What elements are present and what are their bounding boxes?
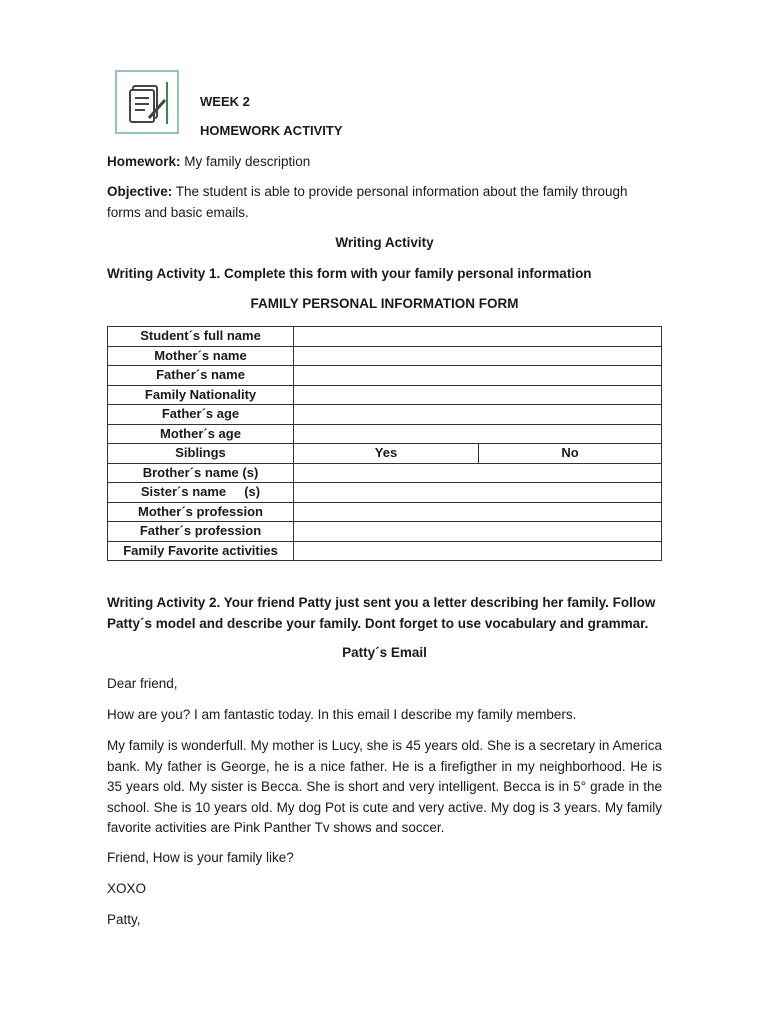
siblings-no-cell[interactable]: No — [479, 444, 662, 464]
objective-text: The student is able to provide personal information about the family through forms and basic emails. — [107, 184, 628, 220]
notepad-pen-icon — [115, 70, 179, 134]
form-row-label: Mother´s name — [108, 346, 294, 366]
form-row-label: Siblings — [108, 444, 294, 464]
homework-line — [107, 152, 662, 173]
writing-activity-title: Writing Activity — [335, 235, 434, 250]
form-field[interactable] — [294, 366, 662, 386]
form-field[interactable] — [294, 541, 662, 561]
email-question: Friend, How is your family like? — [107, 850, 294, 865]
form-field[interactable] — [294, 405, 662, 425]
form-field[interactable] — [294, 502, 662, 522]
form-row — [108, 405, 662, 425]
form-field[interactable] — [294, 483, 662, 503]
form-row-label: Family Nationality — [108, 385, 294, 405]
form-field[interactable] — [294, 385, 662, 405]
form-row — [108, 463, 662, 483]
form-row-label: Family Favorite activities — [108, 541, 294, 561]
email-paragraph-1: How are you? I am fantastic today. In this email I describe my family members. — [107, 707, 577, 722]
form-row — [108, 346, 662, 366]
form-row — [108, 502, 662, 522]
homework-label: Homework: — [107, 154, 181, 169]
form-row — [108, 327, 662, 347]
email-greeting: Dear friend, — [107, 676, 178, 691]
form-field[interactable] — [294, 463, 662, 483]
form-field[interactable] — [294, 346, 662, 366]
form-row-siblings — [108, 444, 662, 464]
form-row — [108, 385, 662, 405]
activity2-instruction: Writing Activity 2. Your friend Patty just sent you a letter describing her family. Follow Patty´s model and describe your family. Dont forget to use vocabulary and grammar. — [107, 595, 656, 631]
homework-text: My family description — [180, 154, 311, 169]
objective-paragraph — [107, 182, 662, 223]
form-row-label: Father´s name — [108, 366, 294, 386]
form-row-label: Mother´s profession — [108, 502, 294, 522]
form-field[interactable] — [294, 327, 662, 347]
form-row-label: Student´s full name — [108, 327, 294, 347]
form-field[interactable] — [294, 424, 662, 444]
form-field[interactable] — [294, 522, 662, 542]
form-row — [108, 424, 662, 444]
form-row-label: Father´s profession — [108, 522, 294, 542]
form-row-label: Brother´s name (s) — [108, 463, 294, 483]
email-closing: XOXO — [107, 881, 147, 896]
email-signature: Patty, — [107, 912, 141, 927]
form-row — [108, 366, 662, 386]
form-row — [108, 541, 662, 561]
objective-label: Objective: — [107, 184, 173, 199]
siblings-yes-cell[interactable]: Yes — [294, 444, 479, 464]
email-title: Patty´s Email — [342, 645, 427, 660]
form-title: FAMILY PERSONAL INFORMATION FORM — [250, 296, 519, 311]
family-information-form — [107, 326, 662, 561]
form-row-label: Father´s age — [108, 405, 294, 425]
email-paragraph-2: My family is wonderfull. My mother is Lucy, she is 45 years old. She is a secretary in America bank. My father is George, he is a nice father. He is a firefigther in my neighborhood. He is 35 years old. My sister is Becca. She is short and very intelligent. Becca is in 5° grade in the school. She is 10 years old. My dog Pot is cute and very active. My dog is 3 years. My family favorite activities are Pink Panther Tv shows and soccer. — [107, 738, 662, 835]
form-row-label: Mother´s age — [108, 424, 294, 444]
form-row — [108, 483, 662, 503]
homework-activity-label: HOMEWORK ACTIVITY — [200, 123, 343, 138]
activity1-instruction: Writing Activity 1. Complete this form with your family personal information — [107, 266, 592, 281]
week-label: WEEK 2 — [200, 94, 250, 109]
form-row-label: Sister´s name (s) — [108, 483, 294, 503]
form-row — [108, 522, 662, 542]
